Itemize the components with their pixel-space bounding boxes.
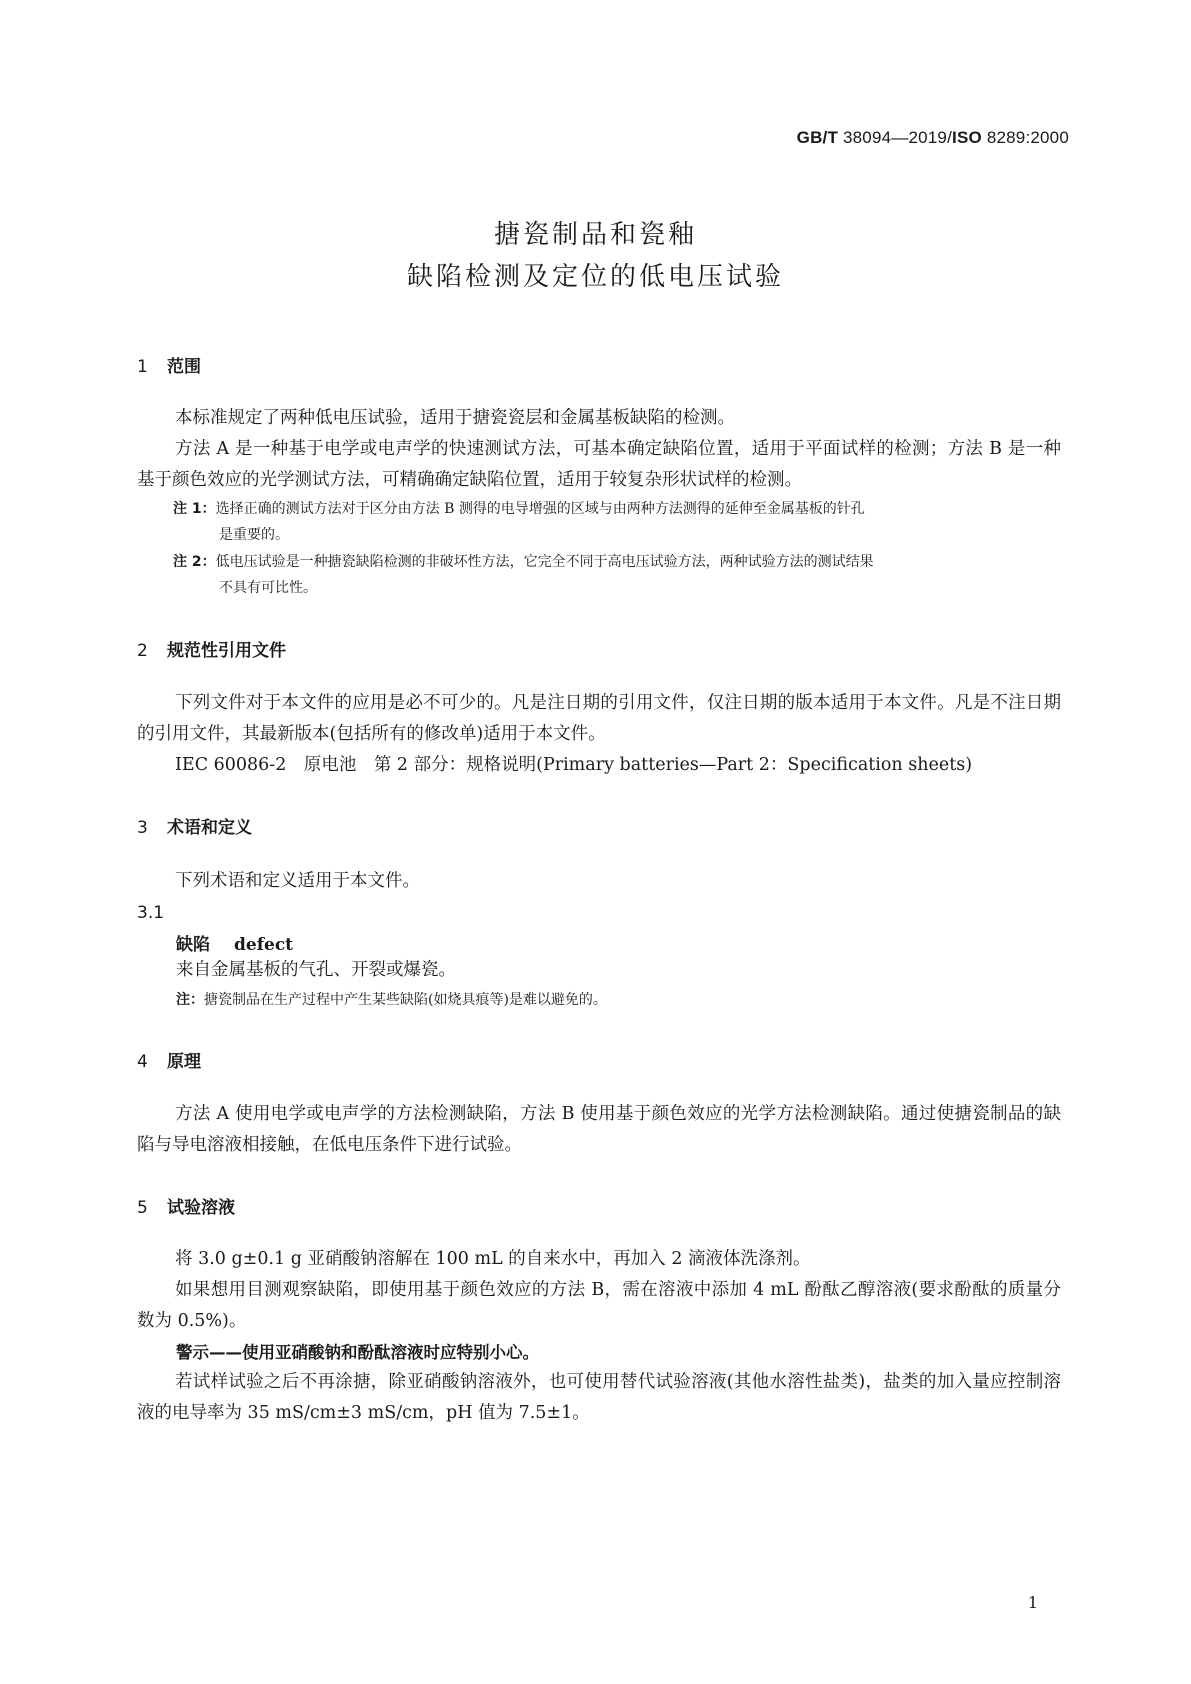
section-3-1-number: 3.1 bbox=[137, 903, 165, 923]
section-1-paragraph-2: 方法 A 是一种基于电学或电声学的快速测试方法，可基本确定缺陷位置，适用于平面试样的检测；方法 B 是一种基于颜色效应的光学测试方法，可精确确定缺陷位置，适用于较复杂形状试样的检测。 bbox=[137, 439, 1061, 490]
section-2-heading: 2 规范性引用文件 bbox=[137, 641, 286, 661]
section-5-paragraph-1: 将 3.0 g±0.1 g 亚硝酸钠溶解在 100 mL 的自来水中，再加入 2 滴液体洗涤剂。 bbox=[175, 1249, 811, 1269]
page-number: 1 bbox=[1027, 1593, 1038, 1612]
section-1-heading: 1 范围 bbox=[137, 357, 201, 377]
standard-number: GB/T 38094—2019/ISO 8289:2000 bbox=[796, 128, 1069, 147]
section-3-note: 注：搪瓷制品在生产过程中产生某些缺陷(如烧具痕等)是难以避免的。 bbox=[176, 992, 607, 1008]
term-definition: 来自金属基板的气孔、开裂或爆瓷。 bbox=[176, 960, 456, 980]
section-1-paragraph-1: 本标准规定了两种低电压试验，适用于搪瓷瓷层和金属基板缺陷的检测。 bbox=[175, 408, 735, 428]
section-5-paragraph-3: 若试样试验之后不再涂搪，除亚硝酸钠溶液外，也可使用替代试验溶液(其他水溶性盐类)，盐类的加入量应控制溶液的电导率为 35 mS/cm±3 mS/cm，pH 值为 7.5±1。 bbox=[137, 1372, 1061, 1423]
section-2-paragraph-1: 下列文件对于本文件的应用是必不可少的。凡是注日期的引用文件，仅注日期的版本适用于本文件。凡是不注日期的引用文件，其最新版本(包括所有的修改单)适用于本文件。 bbox=[137, 693, 1061, 744]
section-4-heading: 4 原理 bbox=[137, 1052, 201, 1072]
section-3-heading: 3 术语和定义 bbox=[137, 818, 252, 838]
section-3-paragraph-1: 下列术语和定义适用于本文件。 bbox=[175, 871, 420, 891]
title-line-1: 搪瓷制品和瓷釉 bbox=[493, 220, 697, 250]
section-4-paragraph-1: 方法 A 使用电学或电声学的方法检测缺陷，方法 B 使用基于颜色效应的光学方法检测缺陷。通过使搪瓷制品的缺陷与导电溶液相接触，在低电压条件下进行试验。 bbox=[137, 1104, 1061, 1155]
term-defect: 缺陷 defect bbox=[176, 935, 294, 955]
section-5-heading: 5 试验溶液 bbox=[137, 1198, 235, 1218]
section-1-note-1: 注 1：选择正确的测试方法对于区分由方法 B 测得的电导增强的区域与由两种方法测得的延伸至金属基板的针孔 是重要的。 bbox=[173, 501, 865, 543]
section-1-note-2: 注 2：低电压试验是一种搪瓷缺陷检测的非破坏性方法，它完全不同于高电压试验方法，两种试验方法的测试结果 不具有可比性。 bbox=[173, 554, 874, 596]
section-5-paragraph-2: 如果想用目测观察缺陷，即使用基于颜色效应的方法 B，需在溶液中添加 4 mL 酚酞乙醇溶液(要求酚酞的质量分数为 0.5%)。 bbox=[137, 1280, 1061, 1331]
section-5-warning: 警示——使用亚硝酸钠和酚酞溶液时应特别小心。 bbox=[176, 1343, 539, 1362]
title-line-2: 缺陷检测及定位的低电压试验 bbox=[406, 262, 784, 292]
section-2-reference: IEC 60086-2 原电池 第 2 部分：规格说明(Primary batteries—Part 2：Specification sheets) bbox=[175, 755, 973, 775]
